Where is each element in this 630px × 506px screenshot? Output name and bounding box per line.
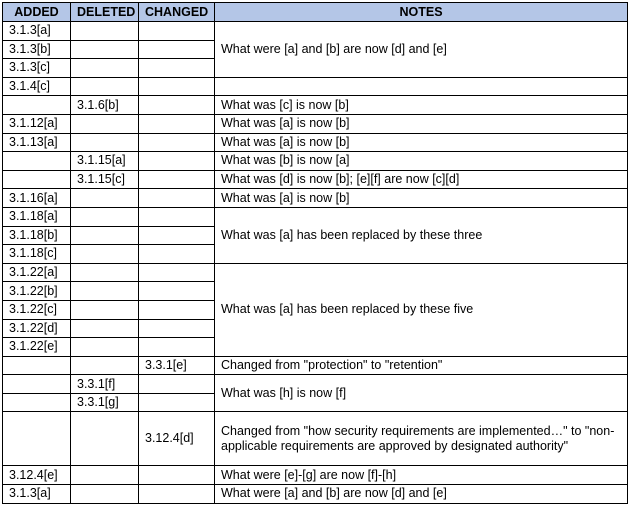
- changed-cell: [139, 338, 215, 357]
- header-notes: NOTES: [215, 3, 628, 22]
- table-row: [3, 170, 628, 189]
- deleted-cell: [71, 59, 139, 78]
- table-row: [3, 22, 628, 41]
- notes-cell: What were [a] and [b] are now [d] and [e]: [215, 22, 628, 78]
- header-added: ADDED: [3, 3, 71, 22]
- deleted-cell: 3.1.15[a]: [71, 152, 139, 171]
- changed-cell: [139, 393, 215, 412]
- changed-cell: [139, 59, 215, 78]
- deleted-cell: [71, 338, 139, 357]
- notes-cell: Changed from "protection" to "retention": [215, 356, 628, 375]
- added-cell: 3.12.4[e]: [3, 466, 71, 485]
- table-row: [3, 375, 628, 394]
- deleted-cell: [71, 245, 139, 264]
- added-cell: 3.1.22[e]: [3, 338, 71, 357]
- changed-cell: 3.12.4[d]: [139, 412, 215, 466]
- deleted-cell: [71, 263, 139, 282]
- deleted-cell: 3.3.1[f]: [71, 375, 139, 394]
- notes-cell: What were [a] and [b] are now [d] and [e]: [215, 485, 628, 504]
- table-row: [3, 356, 628, 375]
- changed-cell: [139, 245, 215, 264]
- table-row: [3, 189, 628, 208]
- changed-cell: [139, 170, 215, 189]
- added-cell: 3.1.22[a]: [3, 263, 71, 282]
- notes-cell: What were [e]-[g] are now [f]-[h]: [215, 466, 628, 485]
- header-deleted: DELETED: [71, 3, 139, 22]
- deleted-cell: [71, 412, 139, 466]
- added-cell: 3.1.3[a]: [3, 485, 71, 504]
- changed-cell: [139, 263, 215, 282]
- added-cell: [3, 96, 71, 115]
- changed-cell: [139, 319, 215, 338]
- changed-cell: 3.3.1[e]: [139, 356, 215, 375]
- changed-cell: [139, 207, 215, 226]
- added-cell: [3, 393, 71, 412]
- notes-cell: What was [d] is now [b]; [e][f] are now [c][d]: [215, 170, 628, 189]
- deleted-cell: [71, 133, 139, 152]
- notes-cell: What was [a] is now [b]: [215, 114, 628, 133]
- deleted-cell: [71, 356, 139, 375]
- table-row: [3, 466, 628, 485]
- notes-cell: What was [a] is now [b]: [215, 133, 628, 152]
- deleted-cell: 3.1.6[b]: [71, 96, 139, 115]
- table-row: [3, 114, 628, 133]
- added-cell: 3.1.3[a]: [3, 22, 71, 41]
- notes-cell: [215, 77, 628, 96]
- changed-cell: [139, 189, 215, 208]
- added-cell: 3.1.3[c]: [3, 59, 71, 78]
- table-row: [3, 412, 628, 466]
- deleted-cell: [71, 485, 139, 504]
- changed-cell: [139, 40, 215, 59]
- changed-cell: [139, 282, 215, 301]
- notes-cell: What was [c] is now [b]: [215, 96, 628, 115]
- added-cell: [3, 170, 71, 189]
- table-row: [3, 263, 628, 282]
- deleted-cell: [71, 319, 139, 338]
- deleted-cell: 3.3.1[g]: [71, 393, 139, 412]
- notes-cell: Changed from "how security requirements are implemented…" to "non-applicable requirements are approved by designated authority": [215, 412, 628, 466]
- changed-cell: [139, 485, 215, 504]
- added-cell: 3.1.22[d]: [3, 319, 71, 338]
- deleted-cell: [71, 114, 139, 133]
- table-row: [3, 152, 628, 171]
- added-cell: 3.1.12[a]: [3, 114, 71, 133]
- notes-cell: What was [b] is now [a]: [215, 152, 628, 171]
- changed-cell: [139, 22, 215, 41]
- changed-cell: [139, 152, 215, 171]
- changed-cell: [139, 77, 215, 96]
- changes-table: [2, 2, 628, 504]
- notes-cell: What was [a] is now [b]: [215, 189, 628, 208]
- changed-cell: [139, 466, 215, 485]
- table-row: [3, 96, 628, 115]
- deleted-cell: [71, 40, 139, 59]
- added-cell: 3.1.18[a]: [3, 207, 71, 226]
- table-row: [3, 77, 628, 96]
- notes-cell: What was [h] is now [f]: [215, 375, 628, 412]
- changed-cell: [139, 96, 215, 115]
- added-cell: 3.1.3[b]: [3, 40, 71, 59]
- added-cell: [3, 412, 71, 466]
- added-cell: 3.1.22[c]: [3, 300, 71, 319]
- deleted-cell: [71, 300, 139, 319]
- deleted-cell: [71, 189, 139, 208]
- added-cell: [3, 356, 71, 375]
- notes-cell: What was [a] has been replaced by these five: [215, 263, 628, 356]
- changed-cell: [139, 300, 215, 319]
- deleted-cell: [71, 466, 139, 485]
- table-row: [3, 133, 628, 152]
- added-cell: 3.1.13[a]: [3, 133, 71, 152]
- added-cell: 3.1.18[c]: [3, 245, 71, 264]
- deleted-cell: [71, 226, 139, 245]
- added-cell: [3, 152, 71, 171]
- changed-cell: [139, 226, 215, 245]
- notes-cell: What was [a] has been replaced by these three: [215, 207, 628, 263]
- table-row: [3, 485, 628, 504]
- table-row: [3, 207, 628, 226]
- header-row: [3, 3, 628, 22]
- changed-cell: [139, 114, 215, 133]
- added-cell: 3.1.4[c]: [3, 77, 71, 96]
- changed-cell: [139, 375, 215, 394]
- added-cell: 3.1.16[a]: [3, 189, 71, 208]
- deleted-cell: 3.1.15[c]: [71, 170, 139, 189]
- added-cell: 3.1.18[b]: [3, 226, 71, 245]
- deleted-cell: [71, 77, 139, 96]
- added-cell: [3, 375, 71, 394]
- changed-cell: [139, 133, 215, 152]
- added-cell: 3.1.22[b]: [3, 282, 71, 301]
- deleted-cell: [71, 207, 139, 226]
- header-changed: CHANGED: [139, 3, 215, 22]
- deleted-cell: [71, 282, 139, 301]
- deleted-cell: [71, 22, 139, 41]
